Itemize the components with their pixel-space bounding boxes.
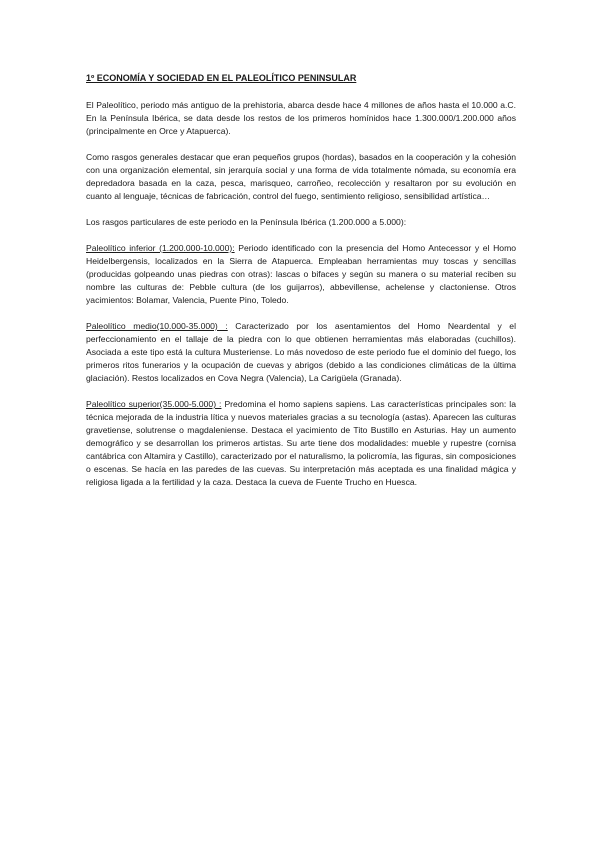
document-title: 1º ECONOMÍA Y SOCIEDAD EN EL PALEOLÍTICO PENINSULAR <box>86 73 357 83</box>
section-paleolitico-superior <box>86 398 516 489</box>
particular-traits-paragraph: Los rasgos particulares de este periodo en la Península Ibérica (1.200.000 a 5.000): <box>86 217 407 227</box>
section-heading: Paleolítico superior(35.000-5.000) : <box>86 399 222 409</box>
section-heading: Paleolítico inferior (1.200.000-10.000): <box>86 243 235 253</box>
section-text: Periodo identificado con la presencia del Homo Antecessor y el Homo Heidelbergensis, localizados en la Sierra de Atapuerca. Empleaban herramientas muy toscas y sencillas (producidas golpeando unas piedras con otras): lascas o bifaces y según su manera o su material reciben su nombre las culturas de: Pebble cultura (de los guijarros), abbevillense, achelense y clactoniense. Otros yacimientos: Bolamar, Valencia, Puente Pino, Toledo. <box>86 243 517 305</box>
section-paleolitico-medio <box>86 320 516 385</box>
document-page <box>86 72 516 502</box>
general-traits-paragraph: Como rasgos generales destacar que eran pequeños grupos (hordas), basados en la cooperación y la cohesión con una organización elemental, sin jerarquía social y una forma de vida totalmente nómada, su economía era depredadora basada en la caza, pesca, marisqueo, carroñeo, recolección y resaltaron por su evolución en cuanto al lenguaje, técnicas de fabricación, control del fuego, sentimiento religioso, sensibilidad artística… <box>86 152 516 201</box>
section-heading: Paleolítico medio(10.000-35.000) : <box>86 321 228 331</box>
section-text: Predomina el homo sapiens sapiens. Las características principales son: la técnica mejorada de la industria lítica y nuevos materiales gracias a su tecnología (astas). Aparecen las culturas gravetiense, solutrense o magdaleniense. Destaca el yacimiento de Tito Bustillo en Asturias. Hay un aumento demográfico y se desarrollan los primeros artistas. Su arte tiene dos modalidades: mueble y rupestre (cornisa cantábrica con Altamira y Castillo), caracterizado por el naturalismo, la policromía, las figuras, sin composiciones o escenas. Se hacía en las paredes de las cuevas. Su interpretación más aceptada es una finalidad mágica y religiosa ligada a la fertilidad y la caza. Destaca la cueva de Fuente Trucho en Huesca. <box>86 399 516 487</box>
section-text: Caracterizado por los asentamientos del Homo Neardental y el perfeccionamiento en el tallaje de la piedra con lo que obtienen herramientas más elaboradas (cuchillos). Asociada a este tipo está la cultura Musteriense. Lo más novedoso de este periodo fue el dominio del fuego, los primeros ritos funerarios y la ocupación de cuevas y abrigos (debido a las condiciones climáticas de la última glaciación). Restos localizados en Cova Negra (Valencia), La Carigüela (Granada). <box>86 321 516 383</box>
section-paleolitico-inferior <box>86 242 516 307</box>
intro-paragraph: El Paleolítico, periodo más antiguo de la prehistoria, abarca desde hace 4 millones de años hasta el 10.000 a.C. En la Península Ibérica, se data desde los restos de los primeros homínidos hace 1.300.000/1.200.000 años (principalmente en Orce y Atapuerca). <box>86 100 516 136</box>
